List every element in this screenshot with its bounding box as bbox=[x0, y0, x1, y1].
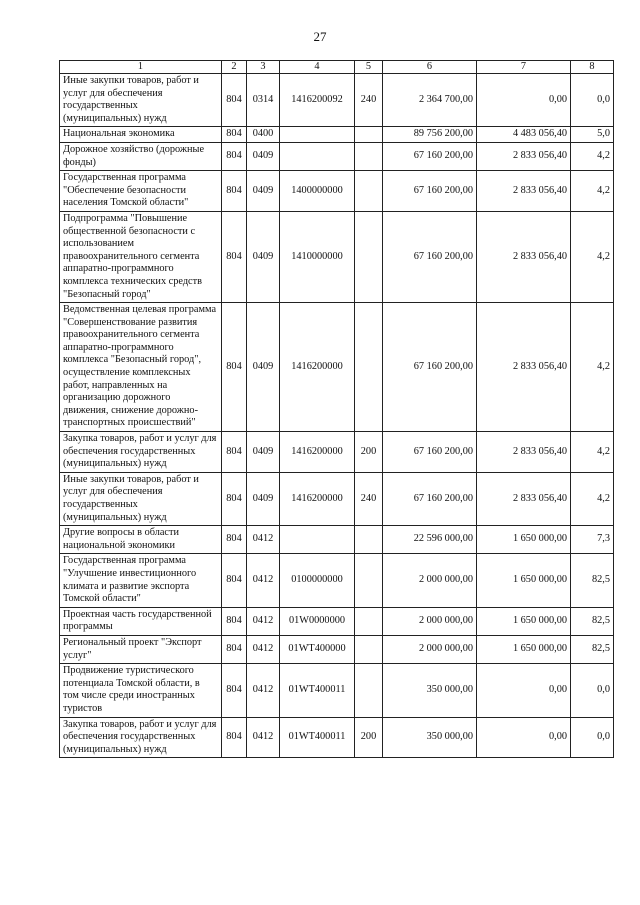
row-name-cell: Национальная экономика bbox=[60, 127, 222, 143]
percent-cell: 4,2 bbox=[571, 432, 614, 473]
planned-amount-cell: 2 000 000,00 bbox=[383, 635, 477, 663]
target-article-cell: 1416200000 bbox=[280, 472, 355, 525]
percent-cell: 4,2 bbox=[571, 303, 614, 432]
target-article-cell: 1410000000 bbox=[280, 211, 355, 302]
section-cell: 0412 bbox=[247, 607, 280, 635]
percent-cell: 5,0 bbox=[571, 127, 614, 143]
planned-amount-cell: 67 160 200,00 bbox=[383, 303, 477, 432]
code-cell: 804 bbox=[222, 142, 247, 170]
row-name-cell: Дорожное хозяйство (дорожные фонды) bbox=[60, 142, 222, 170]
section-cell: 0409 bbox=[247, 211, 280, 302]
expense-type-cell bbox=[355, 664, 383, 717]
header-cell: 5 bbox=[355, 61, 383, 74]
table-row bbox=[60, 717, 614, 758]
section-cell: 0412 bbox=[247, 664, 280, 717]
target-article-cell bbox=[280, 142, 355, 170]
table-row bbox=[60, 171, 614, 212]
section-cell: 0314 bbox=[247, 74, 280, 127]
target-article-cell: 1416200000 bbox=[280, 303, 355, 432]
planned-amount-cell: 67 160 200,00 bbox=[383, 472, 477, 525]
expense-type-cell bbox=[355, 554, 383, 607]
target-article-cell: 1416200000 bbox=[280, 432, 355, 473]
table-row bbox=[60, 472, 614, 525]
expense-type-cell bbox=[355, 635, 383, 663]
row-name-cell: Подпрограмма "Повышение общественной безопасности с использованием правоохранительного сегмента аппаратно-программного комплекса технических средств "Безопасный город" bbox=[60, 211, 222, 302]
planned-amount-cell: 67 160 200,00 bbox=[383, 432, 477, 473]
percent-cell: 82,5 bbox=[571, 607, 614, 635]
percent-cell: 0,0 bbox=[571, 717, 614, 758]
target-article-cell: 01WT400011 bbox=[280, 664, 355, 717]
code-cell: 804 bbox=[222, 635, 247, 663]
executed-amount-cell: 2 833 056,40 bbox=[477, 211, 571, 302]
executed-amount-cell: 1 650 000,00 bbox=[477, 607, 571, 635]
header-row bbox=[60, 61, 614, 74]
executed-amount-cell: 1 650 000,00 bbox=[477, 635, 571, 663]
table-row bbox=[60, 607, 614, 635]
target-article-cell: 01W0000000 bbox=[280, 607, 355, 635]
executed-amount-cell: 2 833 056,40 bbox=[477, 142, 571, 170]
row-name-cell: Закупка товаров, работ и услуг для обеспечения государственных (муниципальных) нужд bbox=[60, 432, 222, 473]
section-cell: 0412 bbox=[247, 635, 280, 663]
row-name-cell: Другие вопросы в области национальной экономики bbox=[60, 526, 222, 554]
executed-amount-cell: 1 650 000,00 bbox=[477, 526, 571, 554]
header-cell: 2 bbox=[222, 61, 247, 74]
percent-cell: 7,3 bbox=[571, 526, 614, 554]
header-cell: 6 bbox=[383, 61, 477, 74]
percent-cell: 4,2 bbox=[571, 211, 614, 302]
executed-amount-cell: 0,00 bbox=[477, 74, 571, 127]
executed-amount-cell: 2 833 056,40 bbox=[477, 432, 571, 473]
code-cell: 804 bbox=[222, 472, 247, 525]
planned-amount-cell: 67 160 200,00 bbox=[383, 142, 477, 170]
code-cell: 804 bbox=[222, 526, 247, 554]
target-article-cell bbox=[280, 127, 355, 143]
planned-amount-cell: 2 364 700,00 bbox=[383, 74, 477, 127]
header-cell: 4 bbox=[280, 61, 355, 74]
code-cell: 804 bbox=[222, 432, 247, 473]
section-cell: 0409 bbox=[247, 432, 280, 473]
table-row bbox=[60, 554, 614, 607]
target-article-cell: 0100000000 bbox=[280, 554, 355, 607]
target-article-cell: 01WT400000 bbox=[280, 635, 355, 663]
target-article-cell: 01WT400011 bbox=[280, 717, 355, 758]
executed-amount-cell: 2 833 056,40 bbox=[477, 171, 571, 212]
planned-amount-cell: 89 756 200,00 bbox=[383, 127, 477, 143]
percent-cell: 82,5 bbox=[571, 554, 614, 607]
expense-type-cell bbox=[355, 303, 383, 432]
expense-type-cell: 200 bbox=[355, 432, 383, 473]
header-cell: 3 bbox=[247, 61, 280, 74]
row-name-cell: Ведомственная целевая программа "Совершенствование развития правоохранительного сегмента аппаратно-программного комплекса "Безопасный город", осуществление комплексных работ, направленных на организацию дорожного движения, снижение дорожно-транспортных происшествий" bbox=[60, 303, 222, 432]
target-article-cell: 1416200092 bbox=[280, 74, 355, 127]
planned-amount-cell: 2 000 000,00 bbox=[383, 554, 477, 607]
executed-amount-cell: 1 650 000,00 bbox=[477, 554, 571, 607]
section-cell: 0409 bbox=[247, 142, 280, 170]
row-name-cell: Закупка товаров, работ и услуг для обеспечения государственных (муниципальных) нужд bbox=[60, 717, 222, 758]
code-cell: 804 bbox=[222, 127, 247, 143]
planned-amount-cell: 22 596 000,00 bbox=[383, 526, 477, 554]
table-row bbox=[60, 74, 614, 127]
expense-type-cell bbox=[355, 607, 383, 635]
planned-amount-cell: 350 000,00 bbox=[383, 664, 477, 717]
header-cell: 1 bbox=[60, 61, 222, 74]
row-name-cell: Региональный проект "Экспорт услуг" bbox=[60, 635, 222, 663]
page-number: 27 bbox=[313, 29, 327, 44]
table-row bbox=[60, 635, 614, 663]
executed-amount-cell: 2 833 056,40 bbox=[477, 472, 571, 525]
planned-amount-cell: 67 160 200,00 bbox=[383, 211, 477, 302]
budget-table bbox=[59, 60, 614, 758]
section-cell: 0412 bbox=[247, 526, 280, 554]
row-name-cell: Государственная программа "Обеспечение безопасности населения Томской области" bbox=[60, 171, 222, 212]
row-name-cell: Проектная часть государственной программы bbox=[60, 607, 222, 635]
expense-type-cell bbox=[355, 526, 383, 554]
code-cell: 804 bbox=[222, 171, 247, 212]
percent-cell: 82,5 bbox=[571, 635, 614, 663]
row-name-cell: Иные закупки товаров, работ и услуг для обеспечения государственных (муниципальных) нужд bbox=[60, 74, 222, 127]
code-cell: 804 bbox=[222, 303, 247, 432]
code-cell: 804 bbox=[222, 211, 247, 302]
percent-cell: 4,2 bbox=[571, 472, 614, 525]
planned-amount-cell: 67 160 200,00 bbox=[383, 171, 477, 212]
table-row bbox=[60, 211, 614, 302]
table-row bbox=[60, 432, 614, 473]
section-cell: 0409 bbox=[247, 303, 280, 432]
code-cell: 804 bbox=[222, 717, 247, 758]
percent-cell: 4,2 bbox=[571, 142, 614, 170]
target-article-cell: 1400000000 bbox=[280, 171, 355, 212]
table-row bbox=[60, 664, 614, 717]
header-cell: 8 bbox=[571, 61, 614, 74]
planned-amount-cell: 2 000 000,00 bbox=[383, 607, 477, 635]
table-row bbox=[60, 526, 614, 554]
percent-cell: 4,2 bbox=[571, 171, 614, 212]
executed-amount-cell: 0,00 bbox=[477, 664, 571, 717]
expense-type-cell bbox=[355, 171, 383, 212]
percent-cell: 0,0 bbox=[571, 74, 614, 127]
code-cell: 804 bbox=[222, 554, 247, 607]
executed-amount-cell: 2 833 056,40 bbox=[477, 303, 571, 432]
expense-type-cell: 200 bbox=[355, 717, 383, 758]
target-article-cell bbox=[280, 526, 355, 554]
expense-type-cell: 240 bbox=[355, 472, 383, 525]
table-row bbox=[60, 127, 614, 143]
expense-type-cell bbox=[355, 211, 383, 302]
row-name-cell: Иные закупки товаров, работ и услуг для обеспечения государственных (муниципальных) нужд bbox=[60, 472, 222, 525]
section-cell: 0409 bbox=[247, 472, 280, 525]
expense-type-cell: 240 bbox=[355, 74, 383, 127]
section-cell: 0409 bbox=[247, 171, 280, 212]
executed-amount-cell: 0,00 bbox=[477, 717, 571, 758]
percent-cell: 0,0 bbox=[571, 664, 614, 717]
expense-type-cell bbox=[355, 127, 383, 143]
planned-amount-cell: 350 000,00 bbox=[383, 717, 477, 758]
code-cell: 804 bbox=[222, 74, 247, 127]
table-row bbox=[60, 303, 614, 432]
row-name-cell: Государственная программа "Улучшение инвестиционного климата и развитие экспорта Томской области" bbox=[60, 554, 222, 607]
section-cell: 0400 bbox=[247, 127, 280, 143]
table-row bbox=[60, 142, 614, 170]
section-cell: 0412 bbox=[247, 717, 280, 758]
section-cell: 0412 bbox=[247, 554, 280, 607]
expense-type-cell bbox=[355, 142, 383, 170]
executed-amount-cell: 4 483 056,40 bbox=[477, 127, 571, 143]
header-cell: 7 bbox=[477, 61, 571, 74]
code-cell: 804 bbox=[222, 607, 247, 635]
row-name-cell: Продвижение туристического потенциала Томской области, в том числе среди иностранных туристов bbox=[60, 664, 222, 717]
code-cell: 804 bbox=[222, 664, 247, 717]
